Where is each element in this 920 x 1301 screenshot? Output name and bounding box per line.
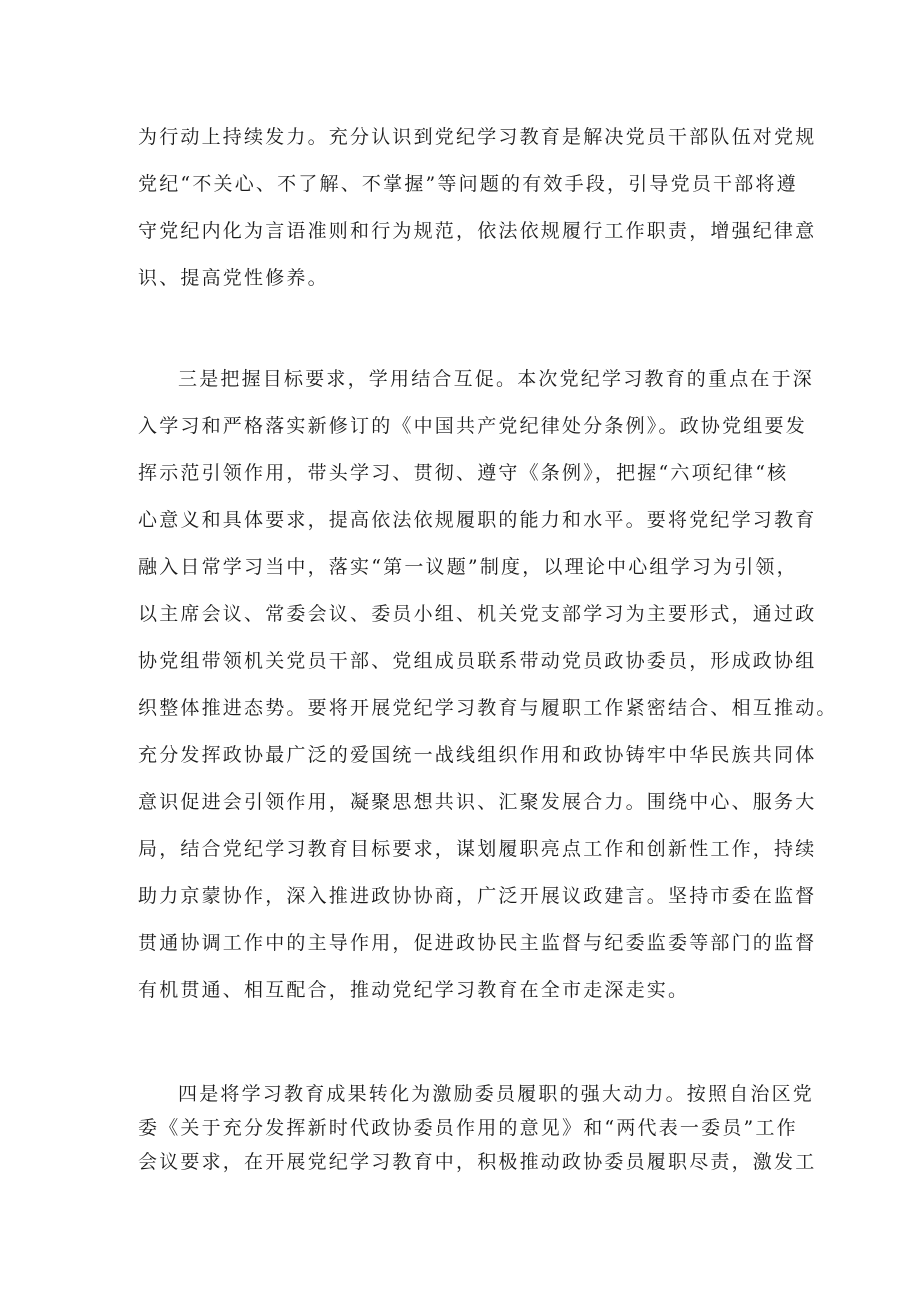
text-line: 融入日常学习当中，落实“第一议题”制度，以理论中心组学习为引领，	[138, 556, 798, 578]
text-line: 委《关于充分发挥新时代政协委员作用的意见》和“两代表一委员”工作	[138, 1117, 798, 1139]
text-line: 为行动上持续发力。充分认识到党纪学习教育是解决党员干部队伍对党规	[138, 126, 817, 148]
text-line: 贯通协调工作中的主导作用，促进政协民主监督与纪委监委等部门的监督	[138, 932, 817, 954]
text-line: 党纪“不关心、不了解、不掌握”等问题的有效手段，引导党员干部将遵	[138, 173, 798, 195]
text-line: 心意义和具体要求，提高依法依规履职的能力和水平。要将党纪学习教育	[138, 509, 817, 531]
text-line: 入学习和严格落实新修订的《中国共产党纪律处分条例》。政协党组要发	[138, 415, 807, 437]
text-line: 以主席会议、常委会议、委员小组、机关党支部学习为主要形式，通过政	[138, 603, 817, 625]
text-line: 局，结合党纪学习教育目标要求，谋划履职亮点工作和创新性工作，持续	[138, 838, 817, 860]
text-line: 协党组带领机关党员干部、党组成员联系带动党员政协委员，形成政协组	[138, 650, 817, 672]
text-line: 守党纪内化为言语准则和行为规范，依法依规履行工作职责，增强纪律意	[138, 220, 817, 242]
text-line: 挥示范引领作用，带头学习、贯彻、遵守《条例》，把握“六项纪律“核	[138, 462, 789, 484]
text-line: 会议要求，在开展党纪学习教育中，积极推动政协委员履职尽责，激发工	[138, 1151, 817, 1173]
text-line: 四是将学习教育成果转化为激励委员履职的强大动力。按照自治区党	[178, 1083, 815, 1105]
text-line: 识、提高党性修养。	[138, 267, 329, 289]
text-line: 意识促进会引领作用，凝聚思想共识、汇聚发展合力。围绕中心、服务大	[138, 791, 817, 813]
text-line: 充分发挥政协最广泛的爱国统一战线组织作用和政协铸牢中华民族共同体	[138, 744, 817, 766]
text-line: 三是把握目标要求，学用结合互促。本次党纪学习教育的重点在于深	[178, 368, 815, 390]
text-line: 助力京蒙协作，深入推进政协协商，广泛开展议政建言。坚持市委在监督	[138, 885, 817, 907]
text-line: 有机贯通、相互配合，推动党纪学习教育在全市走深走实。	[138, 979, 690, 1001]
text-line: 织整体推进态势。要将开展党纪学习教育与履职工作紧密结合、相互推动。	[138, 697, 838, 719]
